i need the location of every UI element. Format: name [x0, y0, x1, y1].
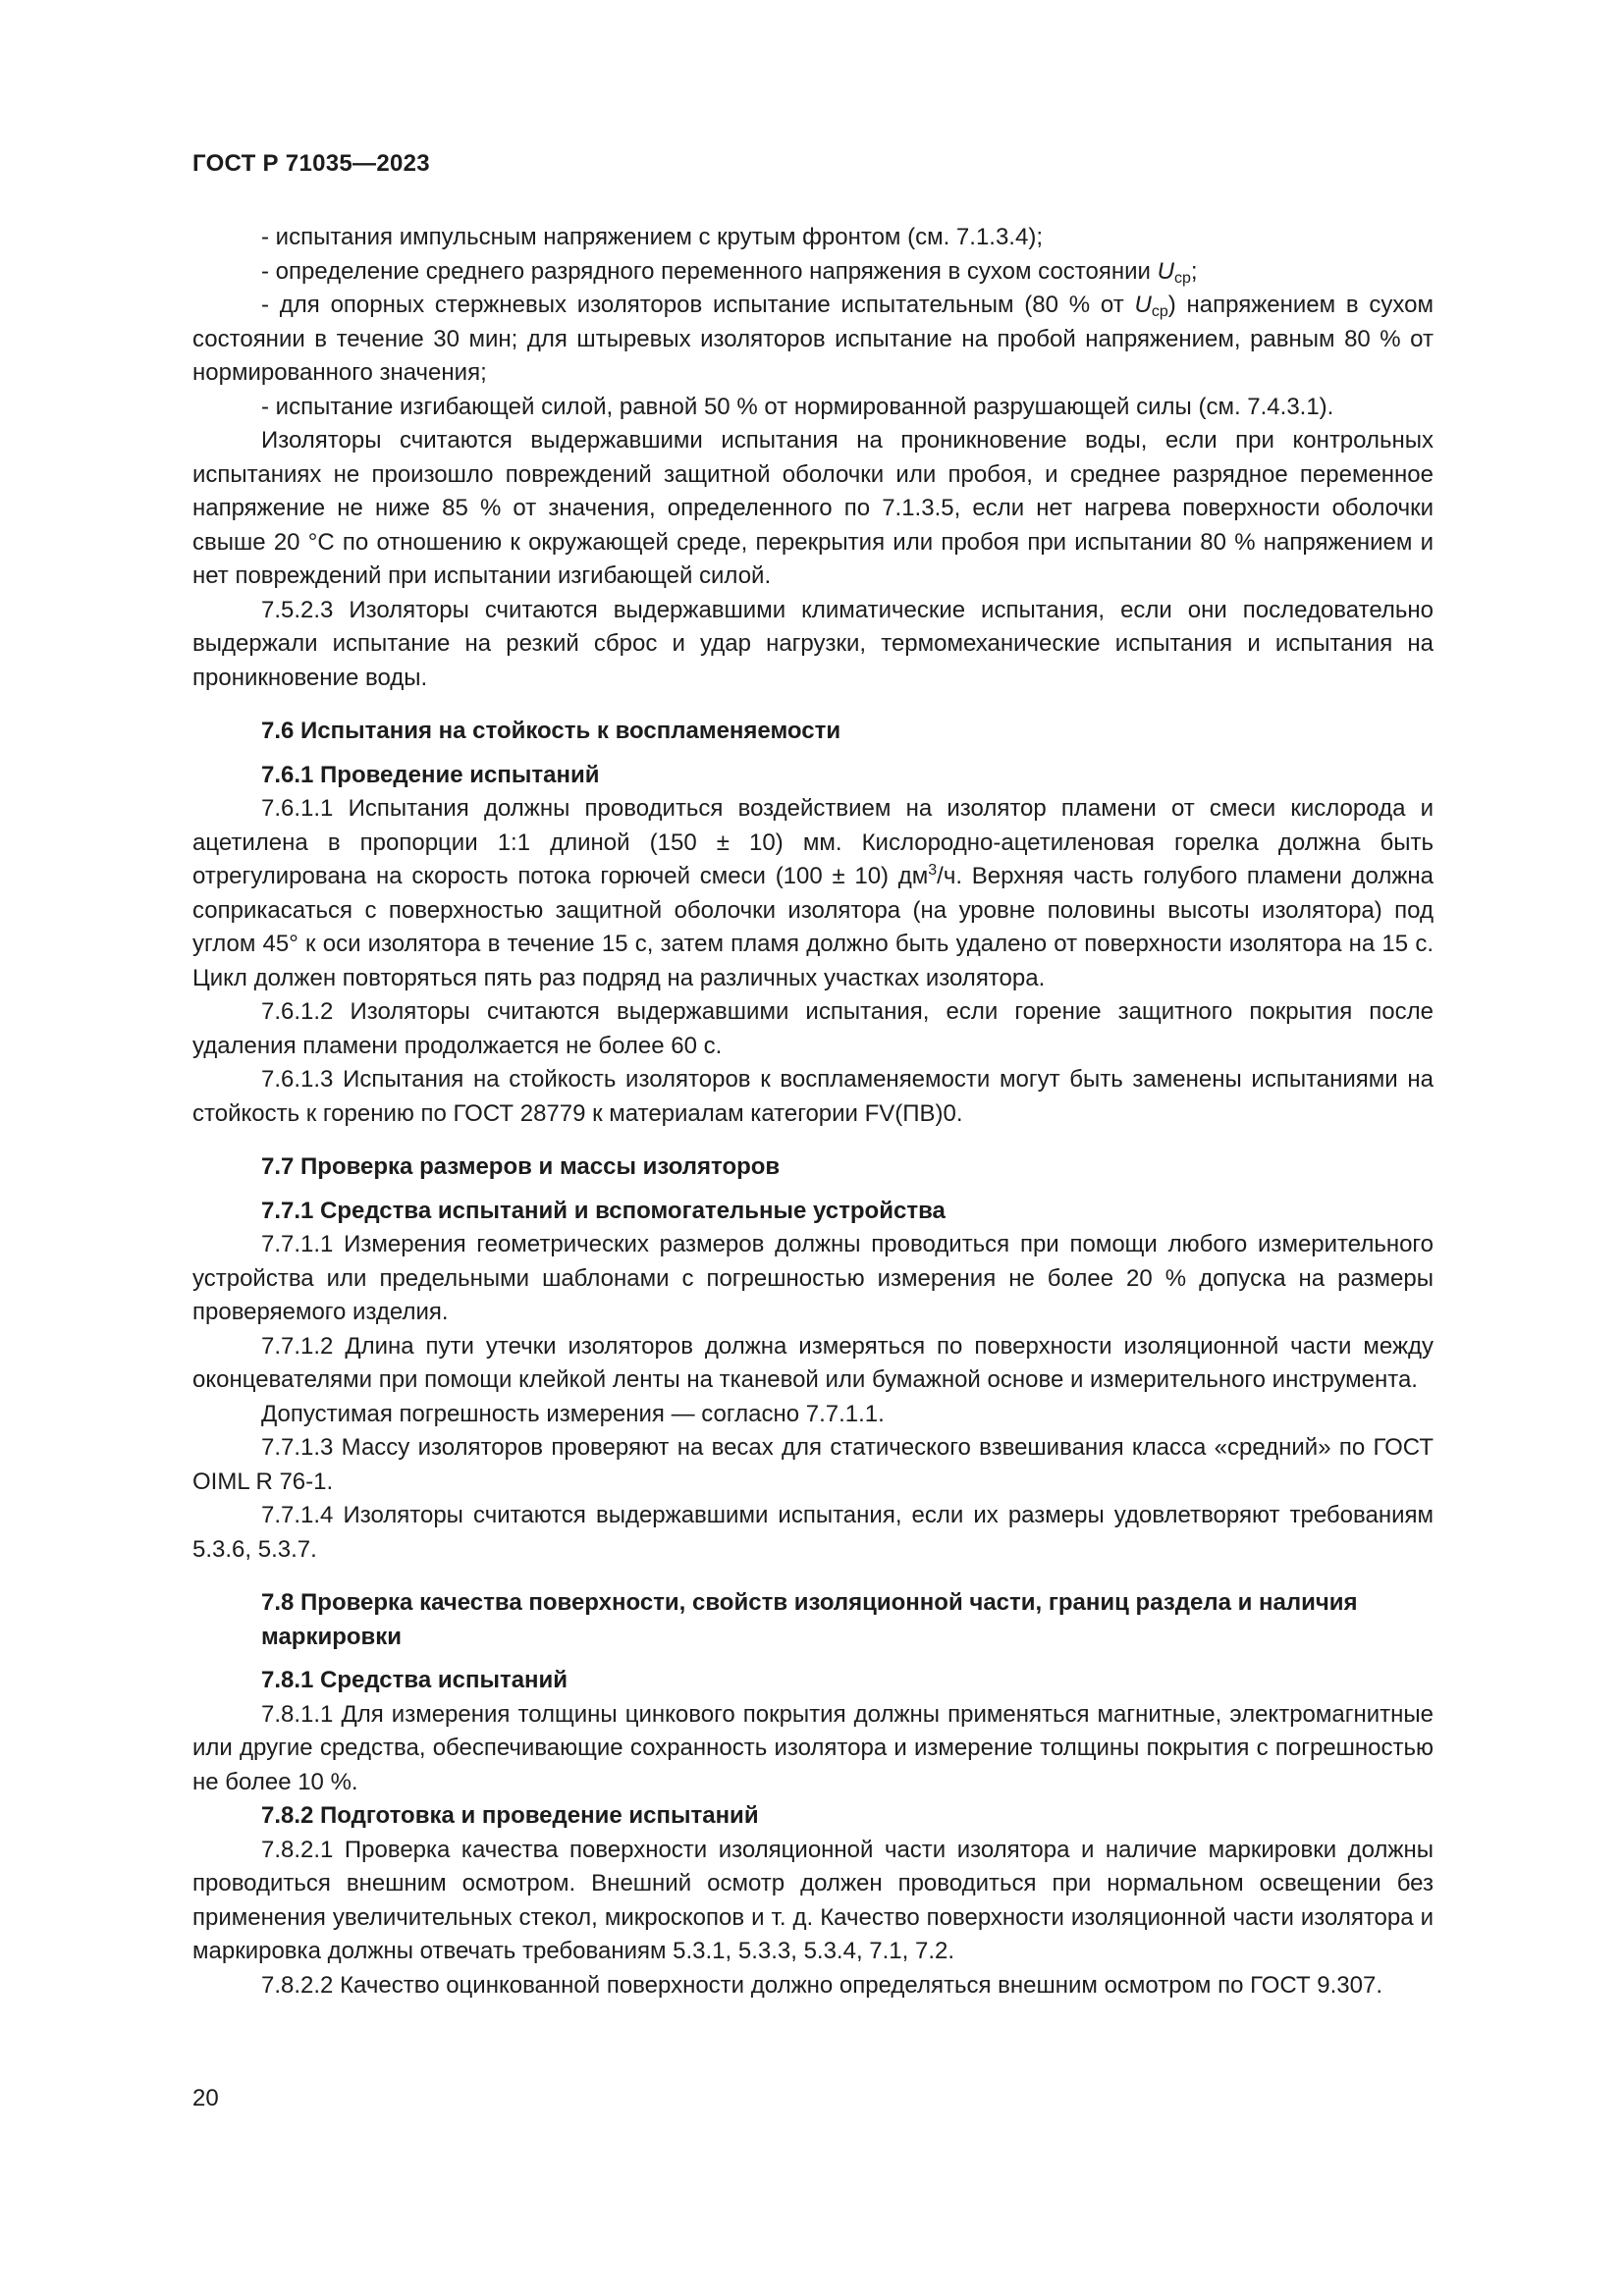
paragraph-7-6-1-2: 7.6.1.2 Изоляторы считаются выдержавшими испытания, если горение защитного покрытия после удаления пламени продолжается не более 60 с. — [192, 998, 1434, 1059]
paragraph-7-6-1-3: 7.6.1.3 Испытания на стойкость изоляторов к воспламеняемости могут быть заменены испытаниями на стойкость к горению по ГОСТ 28779 к материалам категории FV(ПВ)0. — [192, 1066, 1434, 1127]
section-heading-7-7: 7.7 Проверка размеров и массы изоляторов — [261, 1153, 781, 1180]
page-body — [192, 221, 1434, 2002]
subsection-heading-7-6-1: 7.6.1 Проведение испытаний — [261, 761, 600, 788]
subsection-heading-7-7-1: 7.7.1 Средства испытаний и вспомогательные устройства — [261, 1197, 946, 1224]
subscript-sr: ср — [1151, 303, 1168, 320]
paragraph-7-8-1-1: 7.8.1.1 Для измерения толщины цинкового покрытия должны применяться магнитные, электромагнитные или другие средства, обеспечивающие сохранность изолятора и измерение толщины покрытия с погрешностью не более 10 %. — [192, 1700, 1434, 1795]
subscript-sr: ср — [1173, 269, 1191, 287]
symbol-u: U — [1157, 257, 1174, 285]
paragraph-7-7-1-1: 7.7.1.1 Измерения геометрических размеров должны проводиться при помощи любого измерительного устройства или предельными шаблонами с погрешностью измерения не более 20 % допуска на размеры проверяемого изделия. — [192, 1231, 1434, 1325]
symbol-u: U — [1134, 292, 1152, 318]
paragraph-water-penetration: Изоляторы считаются выдержавшими испытания на проникновение воды, если при контрольных испытаниях не произошло повреждений защитной оболочки или пробоя, и среднее разрядное переменное напряжение не ниже 85 % от значения, определенного по 7.1.3.5, если нет нагрева поверхности оболочки свыше 20 °С по отношению к окружающей среде, перекрытия или пробоя при испытании 80 % напряжением и нет повреждений при испытании изгибающей силой. — [192, 427, 1434, 589]
paragraph-7-7-1-3: 7.7.1.3 Массу изоляторов проверяют на весах для статического взвешивания класса «средний» по ГОСТ OIML R 76-1. — [192, 1434, 1434, 1495]
paragraph-7-7-1-4: 7.7.1.4 Изоляторы считаются выдержавшими испытания, если их размеры удовлетворяют требованиям 5.3.6, 5.3.7. — [192, 1502, 1434, 1563]
section-heading-7-8: 7.8 Проверка качества поверхности, свойств изоляционной части, границ раздела и наличия маркировки — [261, 1589, 1358, 1650]
list-item-bending-force: - испытание изгибающей силой, равной 50 % от нормированной разрушающей силы (см. 7.4.3.1). — [261, 393, 1334, 420]
subsection-heading-7-8-2: 7.8.2 Подготовка и проведение испытаний — [261, 1802, 759, 1829]
paragraph-7-8-2-2: 7.8.2.2 Качество оцинкованной поверхности должно определяться внешним осмотром по ГОСТ 9.307. — [261, 1971, 1383, 1999]
paragraph-7-8-2-1: 7.8.2.1 Проверка качества поверхности изоляционной части изолятора и наличие маркировки должны проводиться внешним осмотром. Внешний осмотр должен проводиться при нормальном освещении без применения увеличительных стекол, микроскопов и т. д. Качество поверхности изоляционной части изолятора и маркировка должны отвечать требованиям 5.3.1, 5.3.3, 5.3.4, 7.1, 7.2. — [192, 1836, 1434, 1964]
list-item-discharge-voltage: - определение среднего разрядного переменного напряжения в сухом состоянии $U_{ср}$; — [261, 257, 1198, 287]
subsection-heading-7-8-1: 7.8.1 Средства испытаний — [261, 1667, 568, 1693]
paragraph-tolerance: Допустимая погрешность измерения — согласно 7.7.1.1. — [261, 1400, 885, 1427]
document-header: ГОСТ Р 71035—2023 — [192, 150, 430, 177]
list-item-impulse-test: - испытания импульсным напряжением с крутым фронтом (см. 7.1.3.4); — [261, 224, 1043, 250]
paragraph-7-7-1-2: 7.7.1.2 Длина пути утечки изоляторов должна измеряться по поверхности изоляционной части между оконцевателями при помощи клейкой ленты на тканевой или бумажной основе и измерительного инструмента. — [192, 1332, 1434, 1393]
paragraph-7-6-1-1: 7.6.1.1 Испытания должны проводиться воздействием на изолятор пламени от смеси кислорода и ацетилена в пропорции 1:1 длиной (150 ± 10) мм. Кислородно-ацетиленовая горелка должна быть отрегулирована на скорость потока горючей смеси (100 ± 10) $дм^3/ч$. Верхняя часть голубого пламени должна соприкасаться с поверхностью защитной оболочки изолятора (на уровне половины высоты изолятора) под углом 45° к оси изолятора в течение 15 с, затем пламя должно быть удалено от поверхности изолятора на 15 с. Цикл должен повторяться пять раз подряд на различных участках изолятора. — [192, 795, 1434, 991]
section-heading-7-6: 7.6 Испытания на стойкость к воспламеняемости — [261, 718, 841, 744]
list-item-support-insulators: - для опорных стержневых изоляторов испытание испытательным (80 % от $U_{ср}$) напряжением в сухом состоянии в течение 30 мин; для штыревых изоляторов испытание на пробой напряжением, равным 80 % от нормированного значения; — [192, 292, 1435, 386]
paragraph-7-5-2-3: 7.5.2.3 Изоляторы считаются выдержавшими климатические испытания, если они последовательно выдержали испытание на резкий сброс и удар нагрузки, термомеханические испытания и испытания на проникновение воды. — [192, 596, 1434, 691]
page-number: 20 — [192, 2085, 219, 2111]
superscript-3: 3 — [928, 862, 938, 879]
